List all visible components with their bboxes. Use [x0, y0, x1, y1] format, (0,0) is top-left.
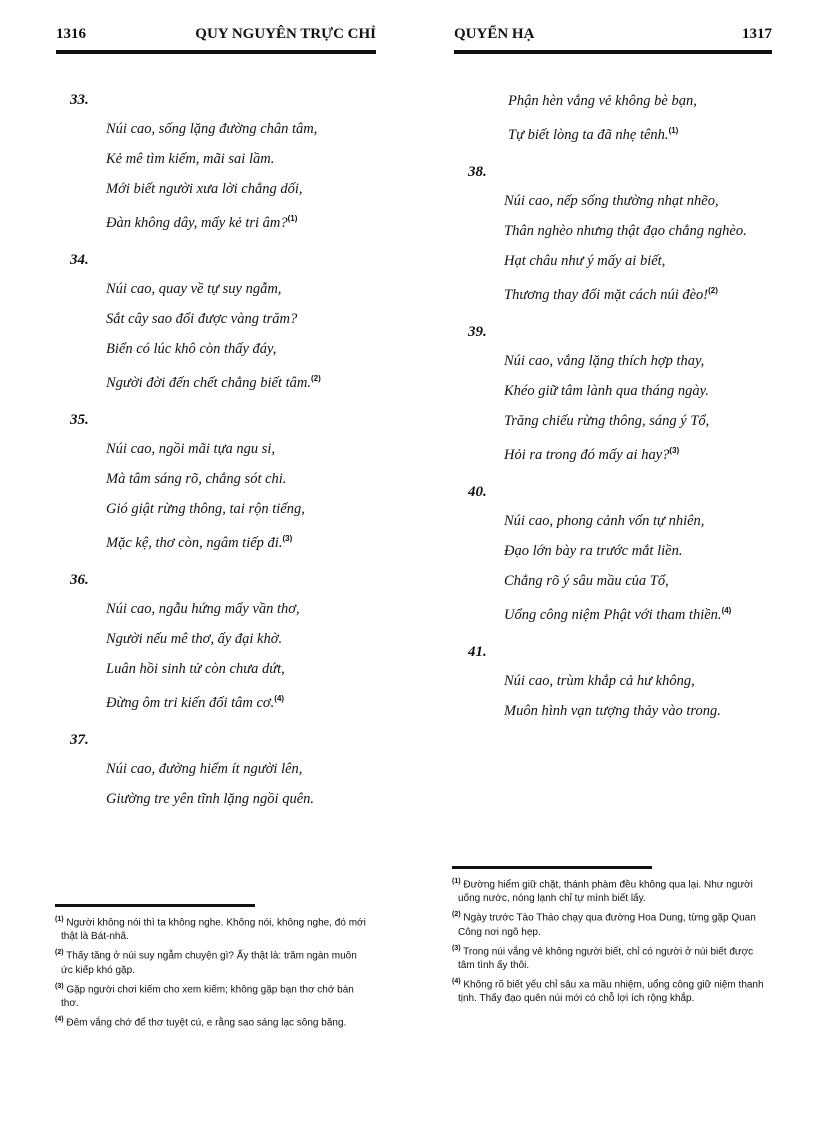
- verse-text: Đạo lớn bày ra trước mắt liền.: [504, 543, 683, 559]
- footnote-ref: (2): [708, 286, 718, 295]
- footnote-mark: (2): [55, 949, 64, 957]
- verse-line: [70, 144, 390, 174]
- stanza: [468, 318, 788, 466]
- verse-text: Núi cao, ngẫu hứng mấy vần thơ,: [106, 601, 300, 617]
- verse-text: Núi cao, sống lặng đường chân tâm,: [106, 121, 318, 137]
- verse-line: [468, 506, 788, 536]
- verse-text: Núi cao, vắng lặng thích hợp thay,: [504, 353, 705, 369]
- stanza: [468, 478, 788, 626]
- verse-text: Khéo giữ tâm lành qua tháng ngày.: [504, 383, 709, 399]
- left-footnotes: [55, 904, 367, 1032]
- verse-text: Gió giật rừng thông, tai rộn tiếng,: [106, 501, 305, 517]
- verse-line: [468, 696, 788, 726]
- verse-text: Thương thay đối mặt cách núi đèo!: [504, 286, 709, 303]
- stanza-continuation: [468, 86, 788, 146]
- footnote-ref: (4): [274, 694, 285, 703]
- footnote-mark: (3): [452, 944, 461, 952]
- verse-text: Uổng công niệm Phật với tham thiền.: [504, 606, 722, 623]
- left-page-body: [70, 86, 390, 826]
- footnote-mark: (1): [55, 916, 64, 923]
- footnote-text: Gặp người chơi kiếm cho xem kiếm; không gặp bạn thơ chớ bàn thơ.: [61, 983, 354, 1009]
- verse-line: [468, 216, 788, 246]
- verse-line: [70, 434, 390, 464]
- left-page-header: [56, 26, 376, 46]
- footnote: [55, 980, 367, 1011]
- verse-line: [468, 276, 788, 306]
- footnote-mark: (2): [452, 911, 461, 919]
- stanza-number: 41.: [468, 644, 487, 660]
- verse-text: Núi cao, đường hiểm ít người lên,: [106, 761, 303, 777]
- verse-text: Chẳng rõ ý sâu mầu của Tổ,: [504, 573, 669, 589]
- verse-text: Đàn không dây, mấy kẻ tri âm?: [106, 214, 288, 231]
- footnote-mark: (4): [452, 977, 461, 985]
- verse-line: [70, 464, 390, 494]
- verse-line: [468, 596, 788, 626]
- footnote-ref: (4): [721, 606, 732, 615]
- footnote-text: Thấy tăng ở núi suy ngẫm chuyện gì? Ấy thật là: trăm ngàn muôn ức kiếp khó gặp.: [61, 950, 357, 976]
- footnote-mark: (4): [55, 1015, 64, 1023]
- verse-line: [468, 536, 788, 566]
- verse-text: Tự biết lòng ta đã nhẹ tênh.: [508, 126, 669, 143]
- verse-line: [70, 274, 390, 304]
- page-number: 1316: [56, 26, 86, 42]
- stanza-number: 38.: [468, 164, 487, 180]
- footnote: [452, 875, 764, 906]
- verse-text: Biển có lúc khô còn thấy đáy,: [106, 341, 277, 357]
- verse-line: [70, 524, 390, 554]
- stanza: [70, 726, 390, 814]
- header-rule: [454, 50, 772, 54]
- page-number: 1317: [742, 26, 772, 42]
- verse-text: Hỏi ra trong đó mấy ai hay?: [504, 446, 670, 463]
- verse-text: Phận hèn vắng vẻ không bè bạn,: [508, 93, 697, 109]
- verse-line: [70, 334, 390, 364]
- stanza-number: 36.: [70, 572, 89, 588]
- stanza-number: 40.: [468, 484, 487, 500]
- stanza: [70, 246, 390, 394]
- footnote: [452, 975, 764, 1006]
- right-page-header: [454, 26, 772, 46]
- verse-line: [468, 246, 788, 276]
- footnote-text: Ngày trước Tào Tháo chạy qua đường Hoa Dung, từng gặp Quan Công nơi ngõ hẹp.: [458, 912, 756, 938]
- verse-line: [70, 174, 390, 204]
- verse-text: Núi cao, trùm khắp cả hư không,: [504, 673, 695, 689]
- stanza: [468, 638, 788, 726]
- verse-text: Núi cao, quay về tự suy ngẫm,: [106, 281, 282, 297]
- verse-text: Núi cao, phong cảnh vốn tự nhiên,: [504, 513, 705, 529]
- verse-line: [468, 436, 788, 466]
- footnote-text: Người không nói thì ta không nghe. Không nói, không nghe, đó mới thật là Bát-nhã.: [61, 917, 366, 943]
- running-title: QUY NGUYÊN TRỰC CHỈ: [195, 26, 376, 42]
- verse-line: [468, 186, 788, 216]
- footnote-ref: (2): [311, 374, 321, 383]
- footnote-ref: (1): [668, 126, 679, 135]
- footnote: [55, 946, 367, 977]
- stanza: [468, 158, 788, 306]
- verse-line: [468, 116, 788, 146]
- verse-text: Sắt cây sao đổi được vàng trăm?: [106, 311, 298, 327]
- verse-text: Mới biết người xưa lời chẳng dối,: [106, 181, 303, 197]
- footnote-mark: (1): [452, 878, 461, 885]
- footnote: [452, 942, 764, 973]
- verse-line: [70, 624, 390, 654]
- verse-line: [70, 784, 390, 814]
- verse-line: [468, 376, 788, 406]
- verse-text: Núi cao, nếp sống thường nhạt nhẽo,: [504, 193, 719, 209]
- verse-line: [70, 364, 390, 394]
- footnote-text: Không rõ biết yếu chỉ sâu xa mầu nhiệm, uổng công giữ niệm thanh tịnh. Thấy đạo quên núi mới có chỗ lợi ích rộng khắp.: [458, 979, 764, 1005]
- verse-text: Người nếu mê thơ, ấy đại khờ.: [106, 631, 283, 647]
- running-title: QUYỂN HẠ: [454, 26, 535, 42]
- verse-line: [468, 666, 788, 696]
- footnote-rule: [55, 904, 255, 907]
- verse-text: Kẻ mê tìm kiếm, mãi sai lầm.: [106, 151, 275, 167]
- stanza: [70, 566, 390, 714]
- verse-line: [70, 494, 390, 524]
- verse-text: Hạt châu như ý mấy ai biết,: [504, 253, 666, 269]
- header-rule: [56, 50, 376, 54]
- stanza-number: 34.: [70, 252, 89, 268]
- stanza-number: 37.: [70, 732, 89, 748]
- stanza-number: 39.: [468, 324, 487, 340]
- footnote: [452, 908, 764, 939]
- stanza-number: 33.: [70, 92, 89, 108]
- footnote: [55, 913, 367, 944]
- stanza: [70, 406, 390, 554]
- verse-line: [468, 406, 788, 436]
- footnote: [55, 1013, 367, 1030]
- verse-text: Mặc kệ, thơ còn, ngâm tiếp đi.: [106, 534, 283, 551]
- verse-line: [70, 304, 390, 334]
- footnote-rule: [452, 866, 652, 869]
- footnote-text: Đêm vắng chớ để thơ tuyệt cú, e rằng sao sáng lạc sông băng.: [66, 1017, 347, 1029]
- verse-text: Giường tre yên tĩnh lặng ngồi quên.: [106, 791, 315, 807]
- verse-line: [70, 684, 390, 714]
- right-footnotes: [452, 866, 764, 1008]
- verse-text: Luân hồi sinh tử còn chưa dứt,: [106, 661, 285, 677]
- stanza-number: 35.: [70, 412, 89, 428]
- footnote-mark: (3): [55, 982, 64, 990]
- verse-line: [468, 86, 788, 116]
- footnote-text: Trong núi vắng vẻ không người biết, chỉ có người ở núi biết được tâm tình ấy thôi.: [458, 945, 754, 971]
- verse-text: Muôn hình vạn tượng thảy vào trong.: [504, 703, 721, 719]
- verse-line: [70, 114, 390, 144]
- stanza: [70, 86, 390, 234]
- footnote-text: Đường hiểm giữ chặt, thánh phàm đều không qua lại. Như người uống nước, nóng lạnh chỉ tự mình biết lấy.: [458, 879, 753, 905]
- verse-line: [468, 346, 788, 376]
- verse-line: [468, 566, 788, 596]
- verse-line: [70, 754, 390, 784]
- verse-text: Đừng ôm tri kiến đối tâm cơ.: [106, 694, 275, 711]
- footnote-ref: (1): [287, 214, 298, 223]
- verse-text: Người đời đến chết chẳng biết tâm.: [106, 374, 312, 391]
- verse-text: Núi cao, ngồi mãi tựa ngu si,: [106, 441, 276, 457]
- verse-text: Trăng chiếu rừng thông, sáng ý Tổ,: [504, 413, 710, 429]
- verse-text: Thân nghèo nhưng thật đạo chẳng nghèo.: [504, 223, 747, 239]
- footnote-ref: (3): [669, 446, 680, 455]
- verse-line: [70, 204, 390, 234]
- verse-line: [70, 594, 390, 624]
- verse-text: Mà tâm sáng rõ, chẳng sót chi.: [106, 471, 287, 487]
- footnote-ref: (3): [282, 534, 293, 543]
- right-page-body: [468, 86, 788, 738]
- verse-line: [70, 654, 390, 684]
